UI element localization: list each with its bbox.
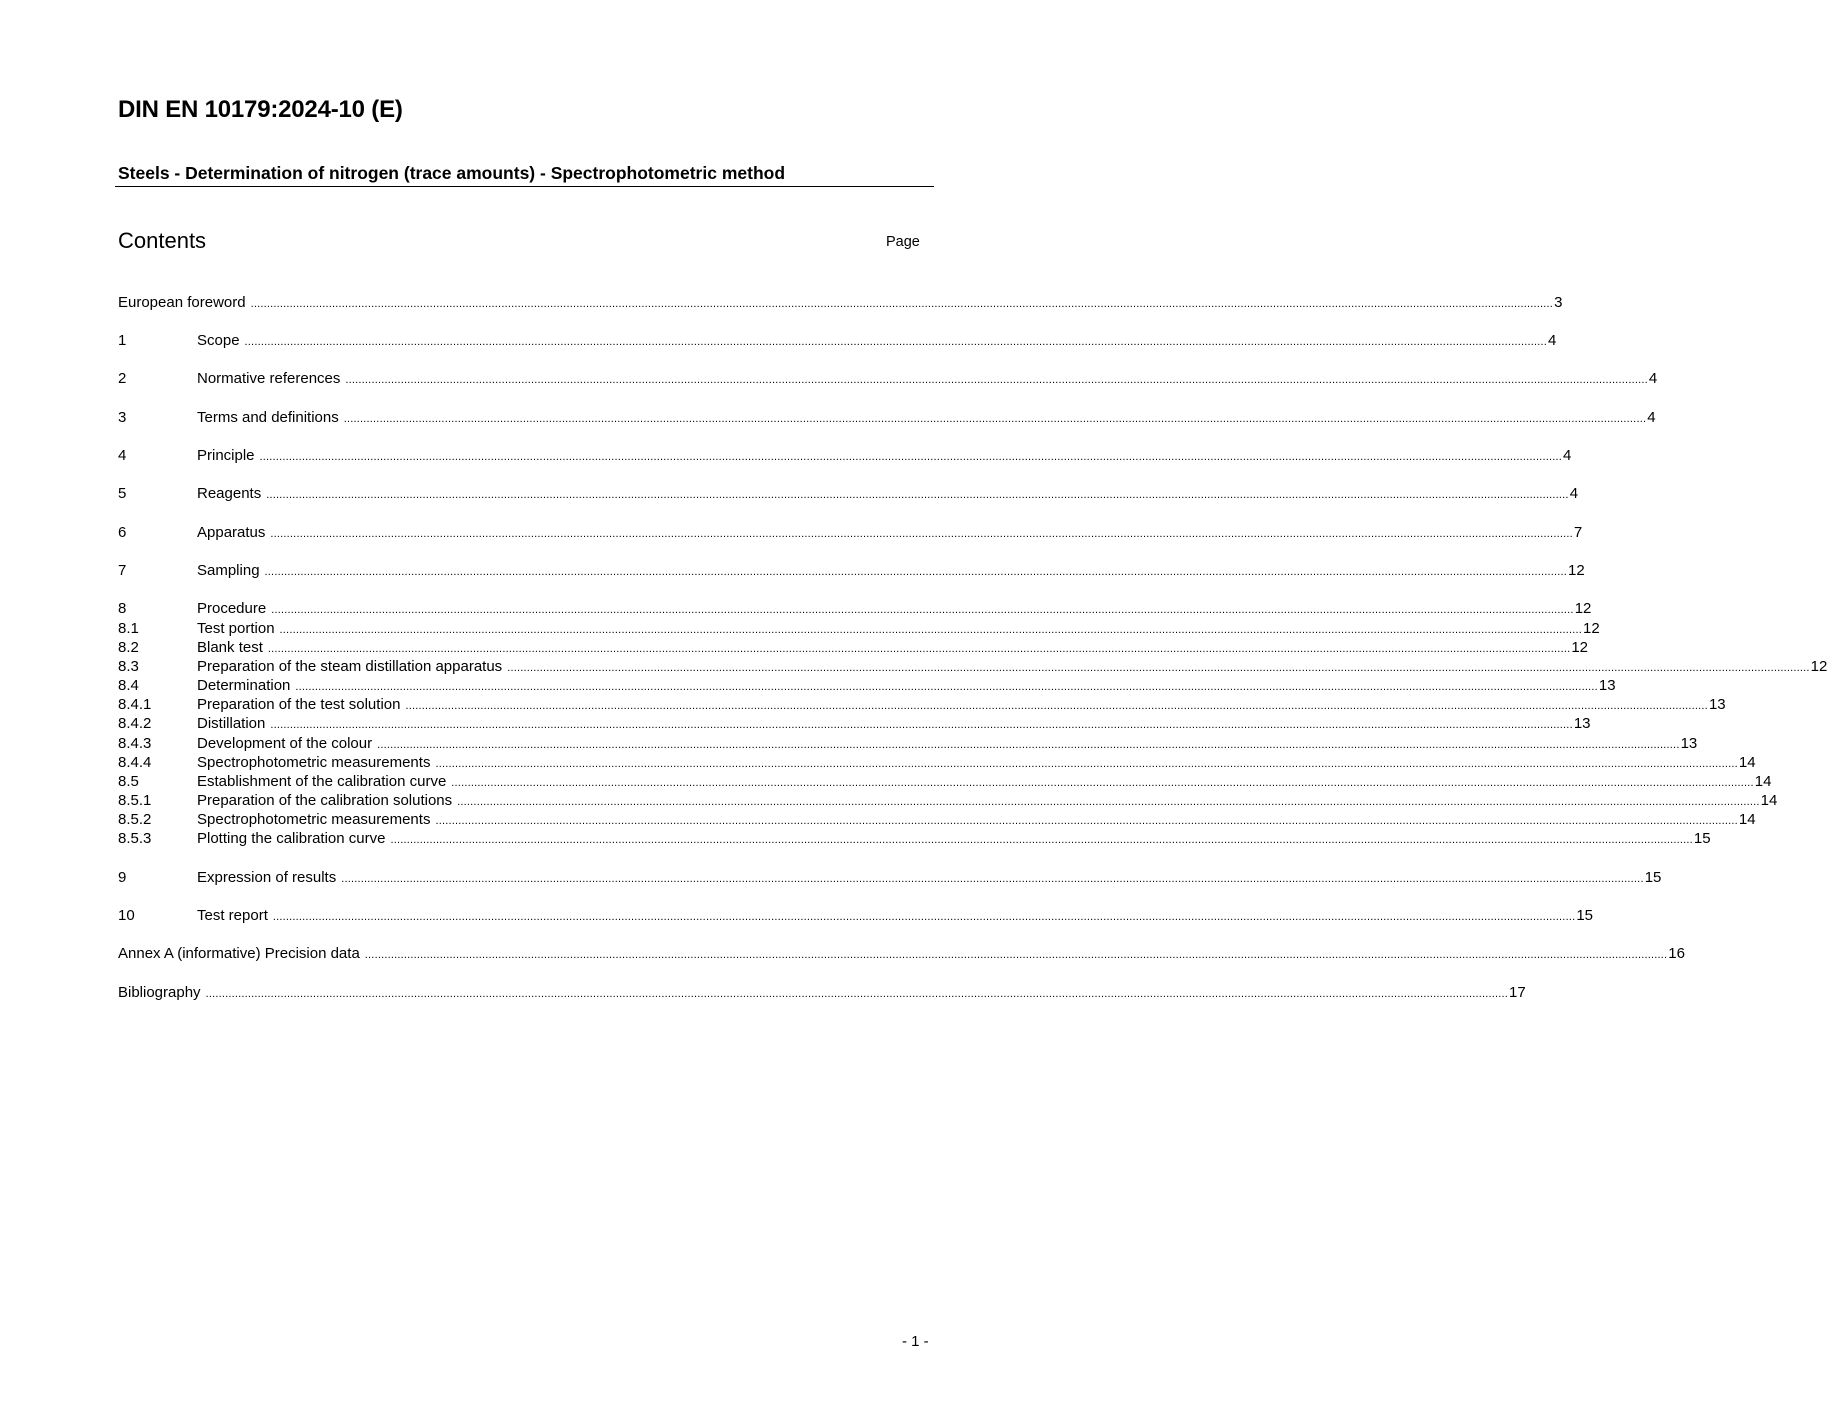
toc-dot-leader: ................................................................................................................................................................................................................................................................................................................................................................................................................ xyxy=(272,911,1576,923)
toc-entry-title: Preparation of the calibration solutions xyxy=(197,792,453,809)
toc-entry-title: Principle xyxy=(197,447,255,464)
toc-entry-title: European foreword xyxy=(118,294,246,311)
toc-entry-page: 14 xyxy=(1738,811,1756,828)
toc-entry-page: 12 xyxy=(1574,600,1592,617)
toc-entry-page: 15 xyxy=(1644,869,1662,886)
toc-entry[interactable] xyxy=(118,408,1656,427)
toc-entry-page: 4 xyxy=(1648,370,1658,387)
toc-dot-leader: ................................................................................................................................................................................................................................................................................................................................................................................................................ xyxy=(345,374,1648,386)
toc-entry-title: Apparatus xyxy=(197,524,266,541)
toc-entry-page: 4 xyxy=(1647,409,1656,426)
toc-entry-number: 7 xyxy=(118,562,127,579)
document-subtitle: Steels - Determination of nitrogen (trace amounts) - Spectrophotometric method xyxy=(118,163,786,183)
toc-entry-page: 13 xyxy=(1708,696,1726,713)
toc-entry-page: 13 xyxy=(1598,677,1616,694)
toc-entry-title: Distillation xyxy=(197,715,266,732)
toc-entry-title: Sampling xyxy=(197,562,260,579)
toc-dot-leader: ................................................................................................................................................................................................................................................................................................................................................................................................................ xyxy=(259,451,1562,463)
subtitle-divider xyxy=(115,186,934,187)
toc-entry-number: 5 xyxy=(118,485,127,502)
toc-entry-title: Reagents xyxy=(197,485,262,502)
toc-entry-page: 15 xyxy=(1576,907,1594,924)
toc-entry-page: 4 xyxy=(1563,447,1572,464)
toc-entry-page: 13 xyxy=(1680,735,1698,752)
toc-dot-leader: ................................................................................................................................................................................................................................................................................................................................................................................................................ xyxy=(377,739,1680,751)
toc-entry-title: Normative references xyxy=(197,370,341,387)
toc-dot-leader: ................................................................................................................................................................................................................................................................................................................................................................................................................ xyxy=(364,949,1668,961)
toc-dot-leader: ................................................................................................................................................................................................................................................................................................................................................................................................................ xyxy=(205,988,1509,1000)
toc-entry[interactable] xyxy=(118,734,1698,753)
toc-dot-leader: ................................................................................................................................................................................................................................................................................................................................................................................................................ xyxy=(279,624,1583,636)
toc-entry-title: Development of the colour xyxy=(197,735,373,752)
toc-dot-leader: ................................................................................................................................................................................................................................................................................................................................................................................................................ xyxy=(270,719,1573,731)
toc-entry[interactable] xyxy=(118,446,1572,465)
toc-dot-leader: ................................................................................................................................................................................................................................................................................................................................................................................................................ xyxy=(271,604,1574,616)
toc-entry-title: Plotting the calibration curve xyxy=(197,830,386,847)
toc-entry-page: 4 xyxy=(1548,332,1557,349)
toc-entry-number: 1 xyxy=(118,332,127,349)
toc-entry-page: 14 xyxy=(1760,792,1778,809)
toc-entry-page: 16 xyxy=(1668,945,1685,962)
toc-dot-leader: ................................................................................................................................................................................................................................................................................................................................................................................................................ xyxy=(507,662,1810,674)
toc-entry-page: 13 xyxy=(1573,715,1591,732)
toc-entry-page: 15 xyxy=(1693,830,1711,847)
toc-entry[interactable] xyxy=(118,676,1616,695)
toc-entry-number: 3 xyxy=(118,409,127,426)
toc-entry-title: Blank test xyxy=(197,639,263,656)
toc-dot-leader: ................................................................................................................................................................................................................................................................................................................................................................................................................ xyxy=(341,873,1644,885)
toc-dot-leader: ................................................................................................................................................................................................................................................................................................................................................................................................................ xyxy=(250,298,1554,310)
toc-entry-number: 2 xyxy=(118,370,127,387)
toc-entry-page: 3 xyxy=(1554,294,1563,311)
toc-entry[interactable] xyxy=(118,810,1756,829)
toc-entry[interactable] xyxy=(118,657,1827,676)
toc-dot-leader: ................................................................................................................................................................................................................................................................................................................................................................................................................ xyxy=(244,336,1548,348)
toc-entry-number: 8.5.1 xyxy=(118,792,152,809)
toc-entry[interactable] xyxy=(118,331,1557,350)
toc-entry[interactable] xyxy=(118,983,1526,1002)
toc-entry-title: Bibliography xyxy=(118,984,201,1001)
toc-entry-number: 8.2 xyxy=(118,639,139,656)
toc-entry-title: Establishment of the calibration curve xyxy=(197,773,447,790)
toc-entry[interactable] xyxy=(118,484,1579,503)
toc-entry-title: Expression of results xyxy=(197,869,337,886)
toc-entry-title: Annex A (informative) Precision data xyxy=(118,945,360,962)
toc-entry-title: Test portion xyxy=(197,620,275,637)
toc-entry-title: Determination xyxy=(197,677,291,694)
toc-entry-title: Scope xyxy=(197,332,240,349)
toc-dot-leader: ................................................................................................................................................................................................................................................................................................................................................................................................................ xyxy=(264,566,1568,578)
toc-dot-leader: ................................................................................................................................................................................................................................................................................................................................................................................................................ xyxy=(405,700,1708,712)
toc-entry-number: 8.4.3 xyxy=(118,735,152,752)
toc-entry-number: 8.5.2 xyxy=(118,811,152,828)
toc-entry-number: 8.5.3 xyxy=(118,830,152,847)
toc-dot-leader: ................................................................................................................................................................................................................................................................................................................................................................................................................ xyxy=(457,796,1760,808)
toc-entry-page: 4 xyxy=(1569,485,1579,502)
toc-entry[interactable] xyxy=(118,753,1756,772)
toc-entry-number: 9 xyxy=(118,869,127,886)
toc-entry-title: Preparation of the test solution xyxy=(197,696,401,713)
toc-dot-leader: ................................................................................................................................................................................................................................................................................................................................................................................................................ xyxy=(343,413,1647,425)
toc-entry-number: 8 xyxy=(118,600,127,617)
page-number: - 1 - xyxy=(902,1333,929,1350)
toc-entry-title: Test report xyxy=(197,907,268,924)
toc-entry-number: 8.4 xyxy=(118,677,139,694)
toc-dot-leader: ................................................................................................................................................................................................................................................................................................................................................................................................................ xyxy=(390,834,1693,846)
toc-entry[interactable] xyxy=(118,772,1772,791)
toc-entry[interactable] xyxy=(118,829,1711,848)
toc-entry[interactable] xyxy=(118,599,1592,618)
toc-entry-title: Spectrophotometric measurements xyxy=(197,754,431,771)
toc-entry-number: 8.5 xyxy=(118,773,139,790)
toc-entry-number: 8.4.1 xyxy=(118,696,152,713)
toc-entry-number: 10 xyxy=(118,907,135,924)
toc-entry[interactable] xyxy=(118,944,1685,963)
toc-dot-leader: ................................................................................................................................................................................................................................................................................................................................................................................................................ xyxy=(270,528,1573,540)
toc-entry-page: 12 xyxy=(1810,658,1827,675)
toc-entry-page: 17 xyxy=(1509,984,1526,1001)
toc-entry[interactable] xyxy=(118,695,1726,714)
toc-entry-page: 7 xyxy=(1573,524,1583,541)
toc-entry-number: 8.4.4 xyxy=(118,754,152,771)
toc-entry-number: 8.4.2 xyxy=(118,715,152,732)
toc-entry[interactable] xyxy=(118,791,1778,810)
toc-dot-leader: ................................................................................................................................................................................................................................................................................................................................................................................................................ xyxy=(435,758,1738,770)
toc-entry-page: 12 xyxy=(1583,620,1600,637)
toc-dot-leader: ................................................................................................................................................................................................................................................................................................................................................................................................................ xyxy=(451,777,1754,789)
toc-entry-number: 8.3 xyxy=(118,658,139,675)
contents-heading: Contents xyxy=(118,228,207,253)
document-title: DIN EN 10179:2024-10 (E) xyxy=(118,96,403,123)
toc-entry[interactable] xyxy=(118,906,1594,925)
toc-dot-leader: ................................................................................................................................................................................................................................................................................................................................................................................................................ xyxy=(295,681,1598,693)
toc-entry-page: 14 xyxy=(1754,773,1772,790)
toc-dot-leader: ................................................................................................................................................................................................................................................................................................................................................................................................................ xyxy=(266,489,1569,501)
toc-entry[interactable] xyxy=(118,868,1662,887)
toc-entry-title: Procedure xyxy=(197,600,267,617)
toc-entry[interactable] xyxy=(118,619,1600,638)
toc-entry[interactable] xyxy=(118,369,1658,388)
toc-entry[interactable] xyxy=(118,714,1591,733)
toc-entry-page: 12 xyxy=(1571,639,1589,656)
toc-entry-title: Spectrophotometric measurements xyxy=(197,811,431,828)
toc-entry-number: 6 xyxy=(118,524,127,541)
toc-entry-title: Terms and definitions xyxy=(197,409,339,426)
toc-entry-page: 14 xyxy=(1738,754,1756,771)
toc-dot-leader: ................................................................................................................................................................................................................................................................................................................................................................................................................ xyxy=(267,643,1571,655)
toc-entry[interactable] xyxy=(118,523,1583,542)
toc-entry-number: 8.1 xyxy=(118,620,139,637)
toc-entry-title: Preparation of the steam distillation apparatus xyxy=(197,658,503,675)
toc-entry[interactable] xyxy=(118,638,1589,657)
toc-entry[interactable] xyxy=(118,561,1585,580)
toc-entry-number: 4 xyxy=(118,447,127,464)
page-column-heading: Page xyxy=(886,234,920,250)
toc-dot-leader: ................................................................................................................................................................................................................................................................................................................................................................................................................ xyxy=(435,815,1738,827)
toc-entry[interactable] xyxy=(118,293,1563,312)
toc-entry-page: 12 xyxy=(1568,562,1585,579)
